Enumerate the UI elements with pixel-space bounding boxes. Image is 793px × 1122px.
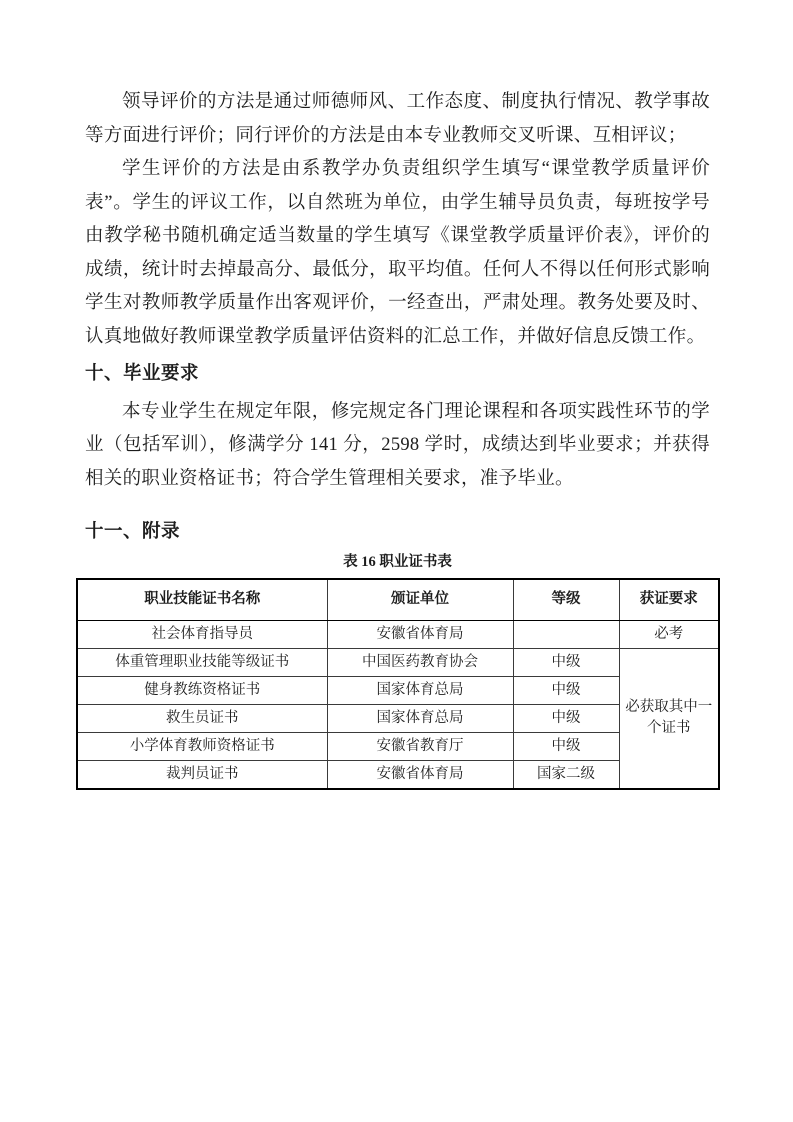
cert-name-cell: 救生员证书 bbox=[77, 705, 327, 733]
header-level: 等级 bbox=[513, 579, 619, 621]
level-cell: 中级 bbox=[513, 677, 619, 705]
issuer-cell: 中国医药教育协会 bbox=[327, 649, 513, 677]
header-requirement: 获证要求 bbox=[619, 579, 719, 621]
requirement-cell: 必考 bbox=[619, 621, 719, 649]
issuer-cell: 安徽省体育局 bbox=[327, 621, 513, 649]
table-caption: 表 16 职业证书表 bbox=[343, 553, 452, 570]
cert-name-cell: 小学体育教师资格证书 bbox=[77, 733, 327, 761]
cert-name-cell: 社会体育指导员 bbox=[77, 621, 327, 649]
certificate-table bbox=[76, 578, 720, 790]
level-cell: 中级 bbox=[513, 649, 619, 677]
issuer-cell: 国家体育总局 bbox=[327, 677, 513, 705]
heading-graduation-requirements: 十、毕业要求 bbox=[85, 364, 200, 384]
level-cell: 中级 bbox=[513, 733, 619, 761]
header-cert-name: 职业技能证书名称 bbox=[77, 579, 327, 621]
requirement-merged-cell: 必获取其中一个证书 bbox=[619, 649, 719, 789]
cert-name-cell: 体重管理职业技能等级证书 bbox=[77, 649, 327, 677]
issuer-cell: 安徽省体育局 bbox=[327, 761, 513, 789]
level-cell bbox=[513, 621, 619, 649]
table-row bbox=[77, 621, 719, 649]
header-issuer: 颁证单位 bbox=[327, 579, 513, 621]
cert-name-cell: 健身教练资格证书 bbox=[77, 677, 327, 705]
paragraph-leader-evaluation: 领导评价的方法是通过师德师风、工作态度、制度执行情况、教学事故等方面进行评价；同行评价的方法是由本专业教师交叉听课、互相评议； bbox=[85, 92, 710, 146]
level-cell: 国家二级 bbox=[513, 761, 619, 789]
issuer-cell: 安徽省教育厅 bbox=[327, 733, 513, 761]
paragraph-graduation-requirements: 本专业学生在规定年限，修完规定各门理论课程和各项实践性环节的学业（包括军训），修满学分 141 分，2598 学时，成绩达到毕业要求；并获得相关的职业资格证书；符合学生管理相关要求，准予毕业。 bbox=[85, 401, 710, 489]
cert-name-cell: 裁判员证书 bbox=[77, 761, 327, 789]
table-header-row bbox=[77, 579, 719, 621]
table-row bbox=[77, 649, 719, 677]
issuer-cell: 国家体育总局 bbox=[327, 705, 513, 733]
paragraph-student-evaluation: 学生评价的方法是由系教学办负责组织学生填写“课堂教学质量评价表”。学生的评议工作，以自然班为单位，由学生辅导员负责，每班按学号由教学秘书随机确定适当数量的学生填写《课堂教学质量评价表》，评价的成绩，统计时去掉最高分、最低分，取平均值。任何人不得以任何形式影响学生对教师教学质量作出客观评价，一经查出，严肃处理。教务处要及时、认真地做好教师课堂教学质量评估资料的汇总工作，并做好信息反馈工作。 bbox=[85, 159, 710, 347]
level-cell: 中级 bbox=[513, 705, 619, 733]
heading-appendix: 十一、附录 bbox=[85, 522, 181, 542]
